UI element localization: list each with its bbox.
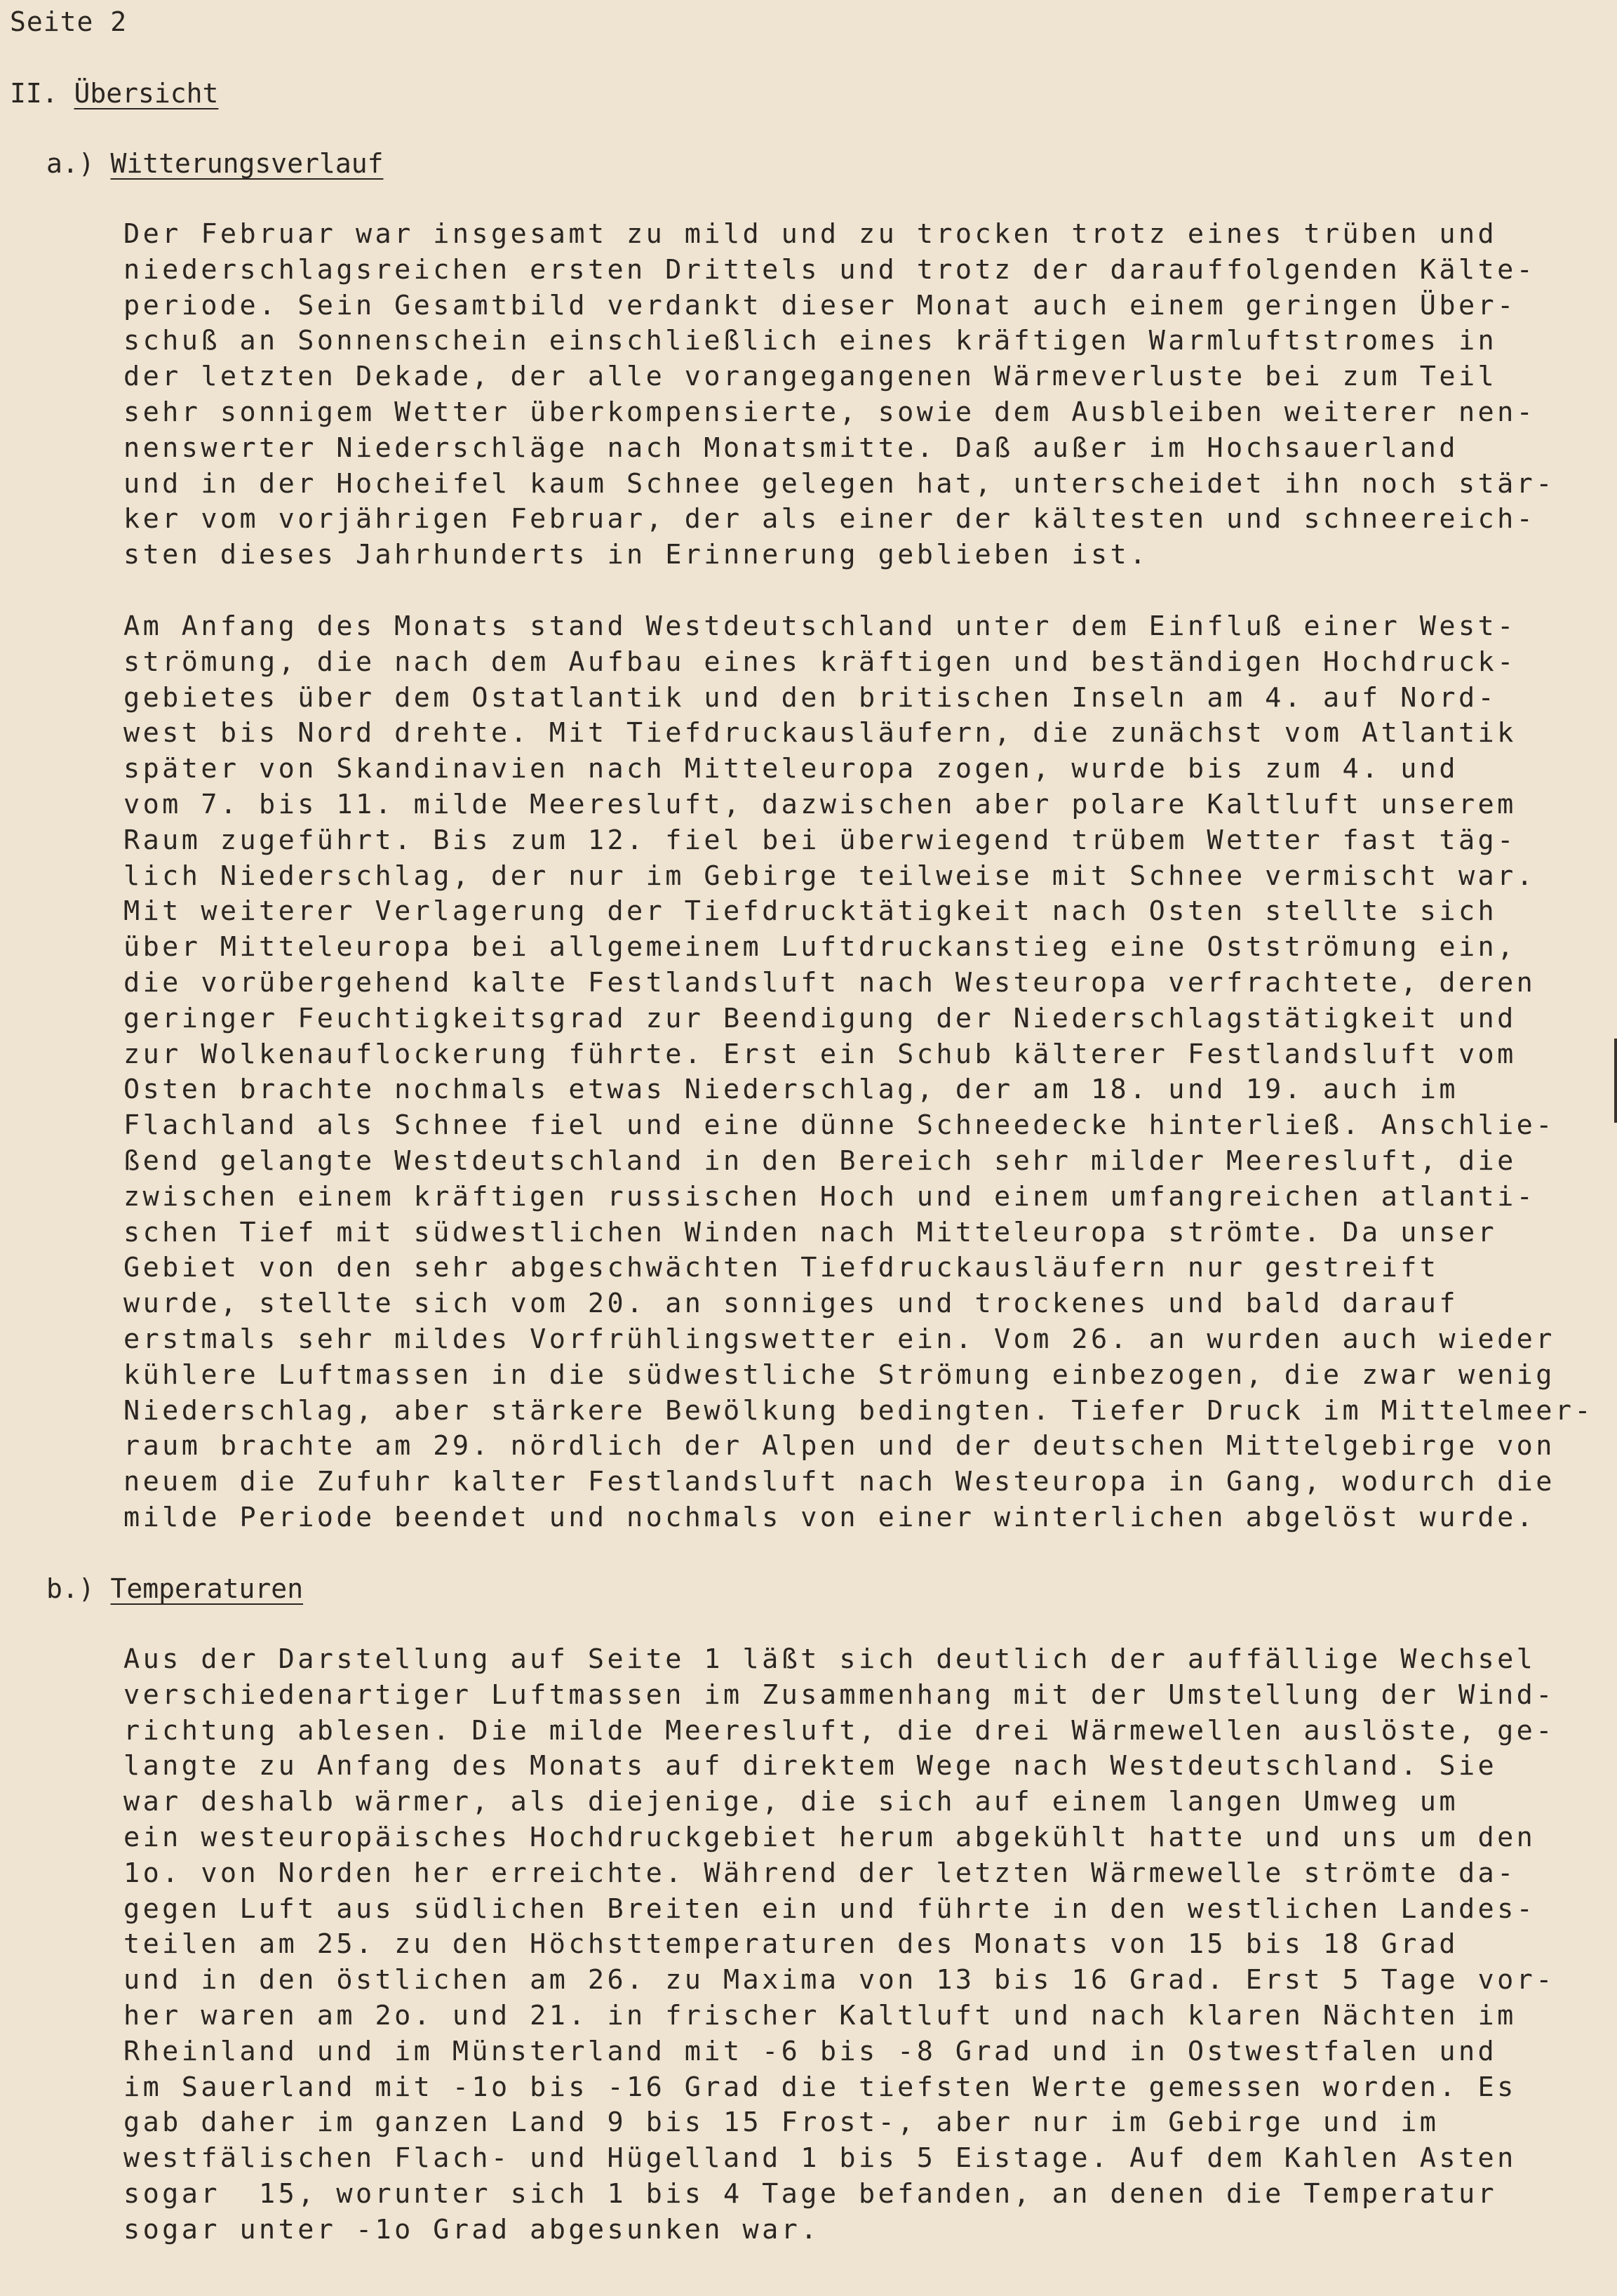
text-line: im Sauerland mit -1o bis -16 Grad die tiefsten Werte gemessen worden. Es	[123, 2071, 1517, 2103]
text-line: und in der Hocheifel kaum Schnee gelegen hat, unterscheidet ihn noch stär-	[123, 467, 1555, 500]
text-line: strömung, die nach dem Aufbau eines kräftigen und beständigen Hochdruck-	[123, 646, 1517, 678]
text-line: sogar 15, worunter sich 1 bis 4 Tage befanden, an denen die Temperatur	[123, 2177, 1498, 2210]
text-line: Flachland als Schnee fiel und eine dünne Schneedecke hinterließ. Anschlie-	[123, 1109, 1555, 1142]
text-line: Mit weiterer Verlagerung der Tiefdrucktätigkeit nach Osten stellte sich	[123, 895, 1498, 928]
text-line: Der Februar war insgesamt zu mild und zu trocken trotz eines trüben und	[123, 218, 1498, 250]
text-line: zwischen einem kräftigen russischen Hoch und einem umfangreichen atlanti-	[123, 1180, 1536, 1213]
margin-mark	[1614, 1039, 1617, 1123]
subsection-marker: b.)	[46, 1573, 95, 1604]
text-line: her waren am 2o. und 21. in frischer Kaltluft und nach klaren Nächten im	[123, 1999, 1517, 2031]
text-line: milde Periode beendet und nochmals von einer winterlichen abgelöst wurde.	[123, 1501, 1536, 1533]
section-title: Übersicht	[74, 78, 219, 109]
text-line: vom 7. bis 11. milde Meeresluft, dazwischen aber polare Kaltluft unserem	[123, 788, 1517, 820]
paragraph-witterung-1	[123, 217, 1583, 573]
text-line: ßend gelangte Westdeutschland in den Bereich sehr milder Meeresluft, die	[123, 1144, 1517, 1177]
text-line: verschiedenartiger Luftmassen im Zusammenhang mit der Umstellung der Wind-	[123, 1678, 1555, 1711]
text-line: westfälischen Flach- und Hügelland 1 bis 5 Eistage. Auf dem Kahlen Asten	[123, 2142, 1517, 2175]
text-line: Niederschlag, aber stärkere Bewölkung bedingten. Tiefer Druck im Mittelmeer-	[123, 1394, 1594, 1427]
text-line: wurde, stellte sich vom 20. an sonniges und trockenes und bald darauf	[123, 1288, 1458, 1320]
text-line: der letzten Dekade, der alle vorangegangenen Wärmeverluste bei zum Teil	[123, 361, 1498, 393]
text-line: periode. Sein Gesamtbild verdankt dieser Monat auch einem geringen Über-	[123, 289, 1517, 321]
text-line: zur Wolkenauflockerung führte. Erst ein Schub kälterer Festlandsluft vom	[123, 1038, 1517, 1070]
text-line: erstmals sehr mildes Vorfrühlingswetter ein. Vom 26. an wurden auch wieder	[123, 1323, 1555, 1355]
text-line: nenswerter Niederschläge nach Monatsmitte. Daß außer im Hochsauerland	[123, 432, 1458, 464]
text-line: west bis Nord drehte. Mit Tiefdruckausläufern, die zunächst vom Atlantik	[123, 717, 1517, 749]
paragraph-temperaturen-1	[123, 1642, 1583, 2248]
subsection-marker: a.)	[46, 148, 95, 179]
text-line: langte zu Anfang des Monats auf direktem Wege nach Westdeutschland. Sie	[123, 1750, 1498, 1782]
page-number: Seite 2	[10, 6, 128, 37]
text-line: kühlere Luftmassen in die südwestliche Strömung einbezogen, die zwar wenig	[123, 1359, 1555, 1391]
subsection-title: Witterungsverlauf	[110, 148, 384, 179]
text-line: neuem die Zufuhr kalter Festlandsluft nach Westeuropa in Gang, wodurch die	[123, 1466, 1555, 1498]
subsection-title: Temperaturen	[110, 1573, 304, 1604]
text-line: Am Anfang des Monats stand Westdeutschland unter dem Einfluß einer West-	[123, 610, 1517, 642]
text-line: die vorübergehend kalte Festlandsluft nach Westeuropa verfrachtete, deren	[123, 966, 1536, 999]
text-line: gebietes über dem Ostatlantik und den britischen Inseln am 4. auf Nord-	[123, 681, 1498, 714]
text-line: gab daher im ganzen Land 9 bis 15 Frost-, aber nur im Gebirge und im	[123, 2107, 1440, 2139]
subsection-heading-temperaturen	[46, 1574, 303, 1603]
subsection-heading-witterungsverlauf	[46, 149, 383, 178]
text-line: Osten brachte nochmals etwas Niederschlag, der am 18. und 19. auch im	[123, 1074, 1458, 1106]
text-line: richtung ablesen. Die milde Meeresluft, die drei Wärmewellen auslöste, ge-	[123, 1714, 1555, 1747]
text-line: niederschlagsreichen ersten Drittels und trotz der darauffolgenden Kälte-	[123, 253, 1536, 286]
text-line: Raum zugeführt. Bis zum 12. fiel bei überwiegend trübem Wetter fast täg-	[123, 824, 1517, 856]
text-line: schuß an Sonnenschein einschließlich eines kräftigen Warmluftstromes in	[123, 325, 1498, 357]
text-line: teilen am 25. zu den Höchsttemperaturen des Monats von 15 bis 18 Grad	[123, 1928, 1458, 1961]
section-heading	[10, 79, 218, 108]
text-line: gegen Luft aus südlichen Breiten ein und führte in den westlichen Landes-	[123, 1893, 1536, 1925]
text-line: war deshalb wärmer, als diejenige, die sich auf einem langen Umweg um	[123, 1786, 1458, 1818]
text-line: ker vom vorjährigen Februar, der als einer der kältesten und schneereich-	[123, 503, 1536, 535]
section-numeral: II.	[10, 78, 58, 109]
text-line: über Mitteleuropa bei allgemeinem Luftdruckanstieg eine Ostströmung ein,	[123, 931, 1517, 963]
text-line: ein westeuropäisches Hochdruckgebiet herum abgekühlt hatte und uns um den	[123, 1821, 1536, 1853]
text-line: sogar unter -1o Grad abgesunken war.	[123, 2213, 820, 2245]
paragraph-witterung-2	[123, 609, 1594, 1536]
text-line: Gebiet von den sehr abgeschwächten Tiefdruckausläufern nur gestreift	[123, 1252, 1440, 1284]
text-line: und in den östlichen am 26. zu Maxima von 13 bis 16 Grad. Erst 5 Tage vor-	[123, 1964, 1555, 1996]
text-line: raum brachte am 29. nördlich der Alpen und der deutschen Mittelgebirge von	[123, 1430, 1555, 1462]
text-line: Aus der Darstellung auf Seite 1 läßt sich deutlich der auffällige Wechsel	[123, 1643, 1536, 1675]
text-line: sten dieses Jahrhunderts in Erinnerung geblieben ist.	[123, 539, 1149, 571]
text-line: lich Niederschlag, der nur im Gebirge teilweise mit Schnee vermischt war.	[123, 860, 1536, 892]
text-line: später von Skandinavien nach Mitteleuropa zogen, wurde bis zum 4. und	[123, 753, 1458, 785]
text-line: geringer Feuchtigkeitsgrad zur Beendigung der Niederschlagstätigkeit und	[123, 1002, 1517, 1034]
text-line: sehr sonnigem Wetter überkompensierte, sowie dem Ausbleiben weiterer nen-	[123, 396, 1536, 428]
text-line: Rheinland und im Münsterland mit -6 bis -8 Grad und in Ostwestfalen und	[123, 2035, 1498, 2067]
text-line: 1o. von Norden her erreichte. Während der letzten Wärmewelle strömte da-	[123, 1857, 1517, 1889]
text-line: schen Tief mit südwestlichen Winden nach Mitteleuropa strömte. Da unser	[123, 1216, 1498, 1248]
